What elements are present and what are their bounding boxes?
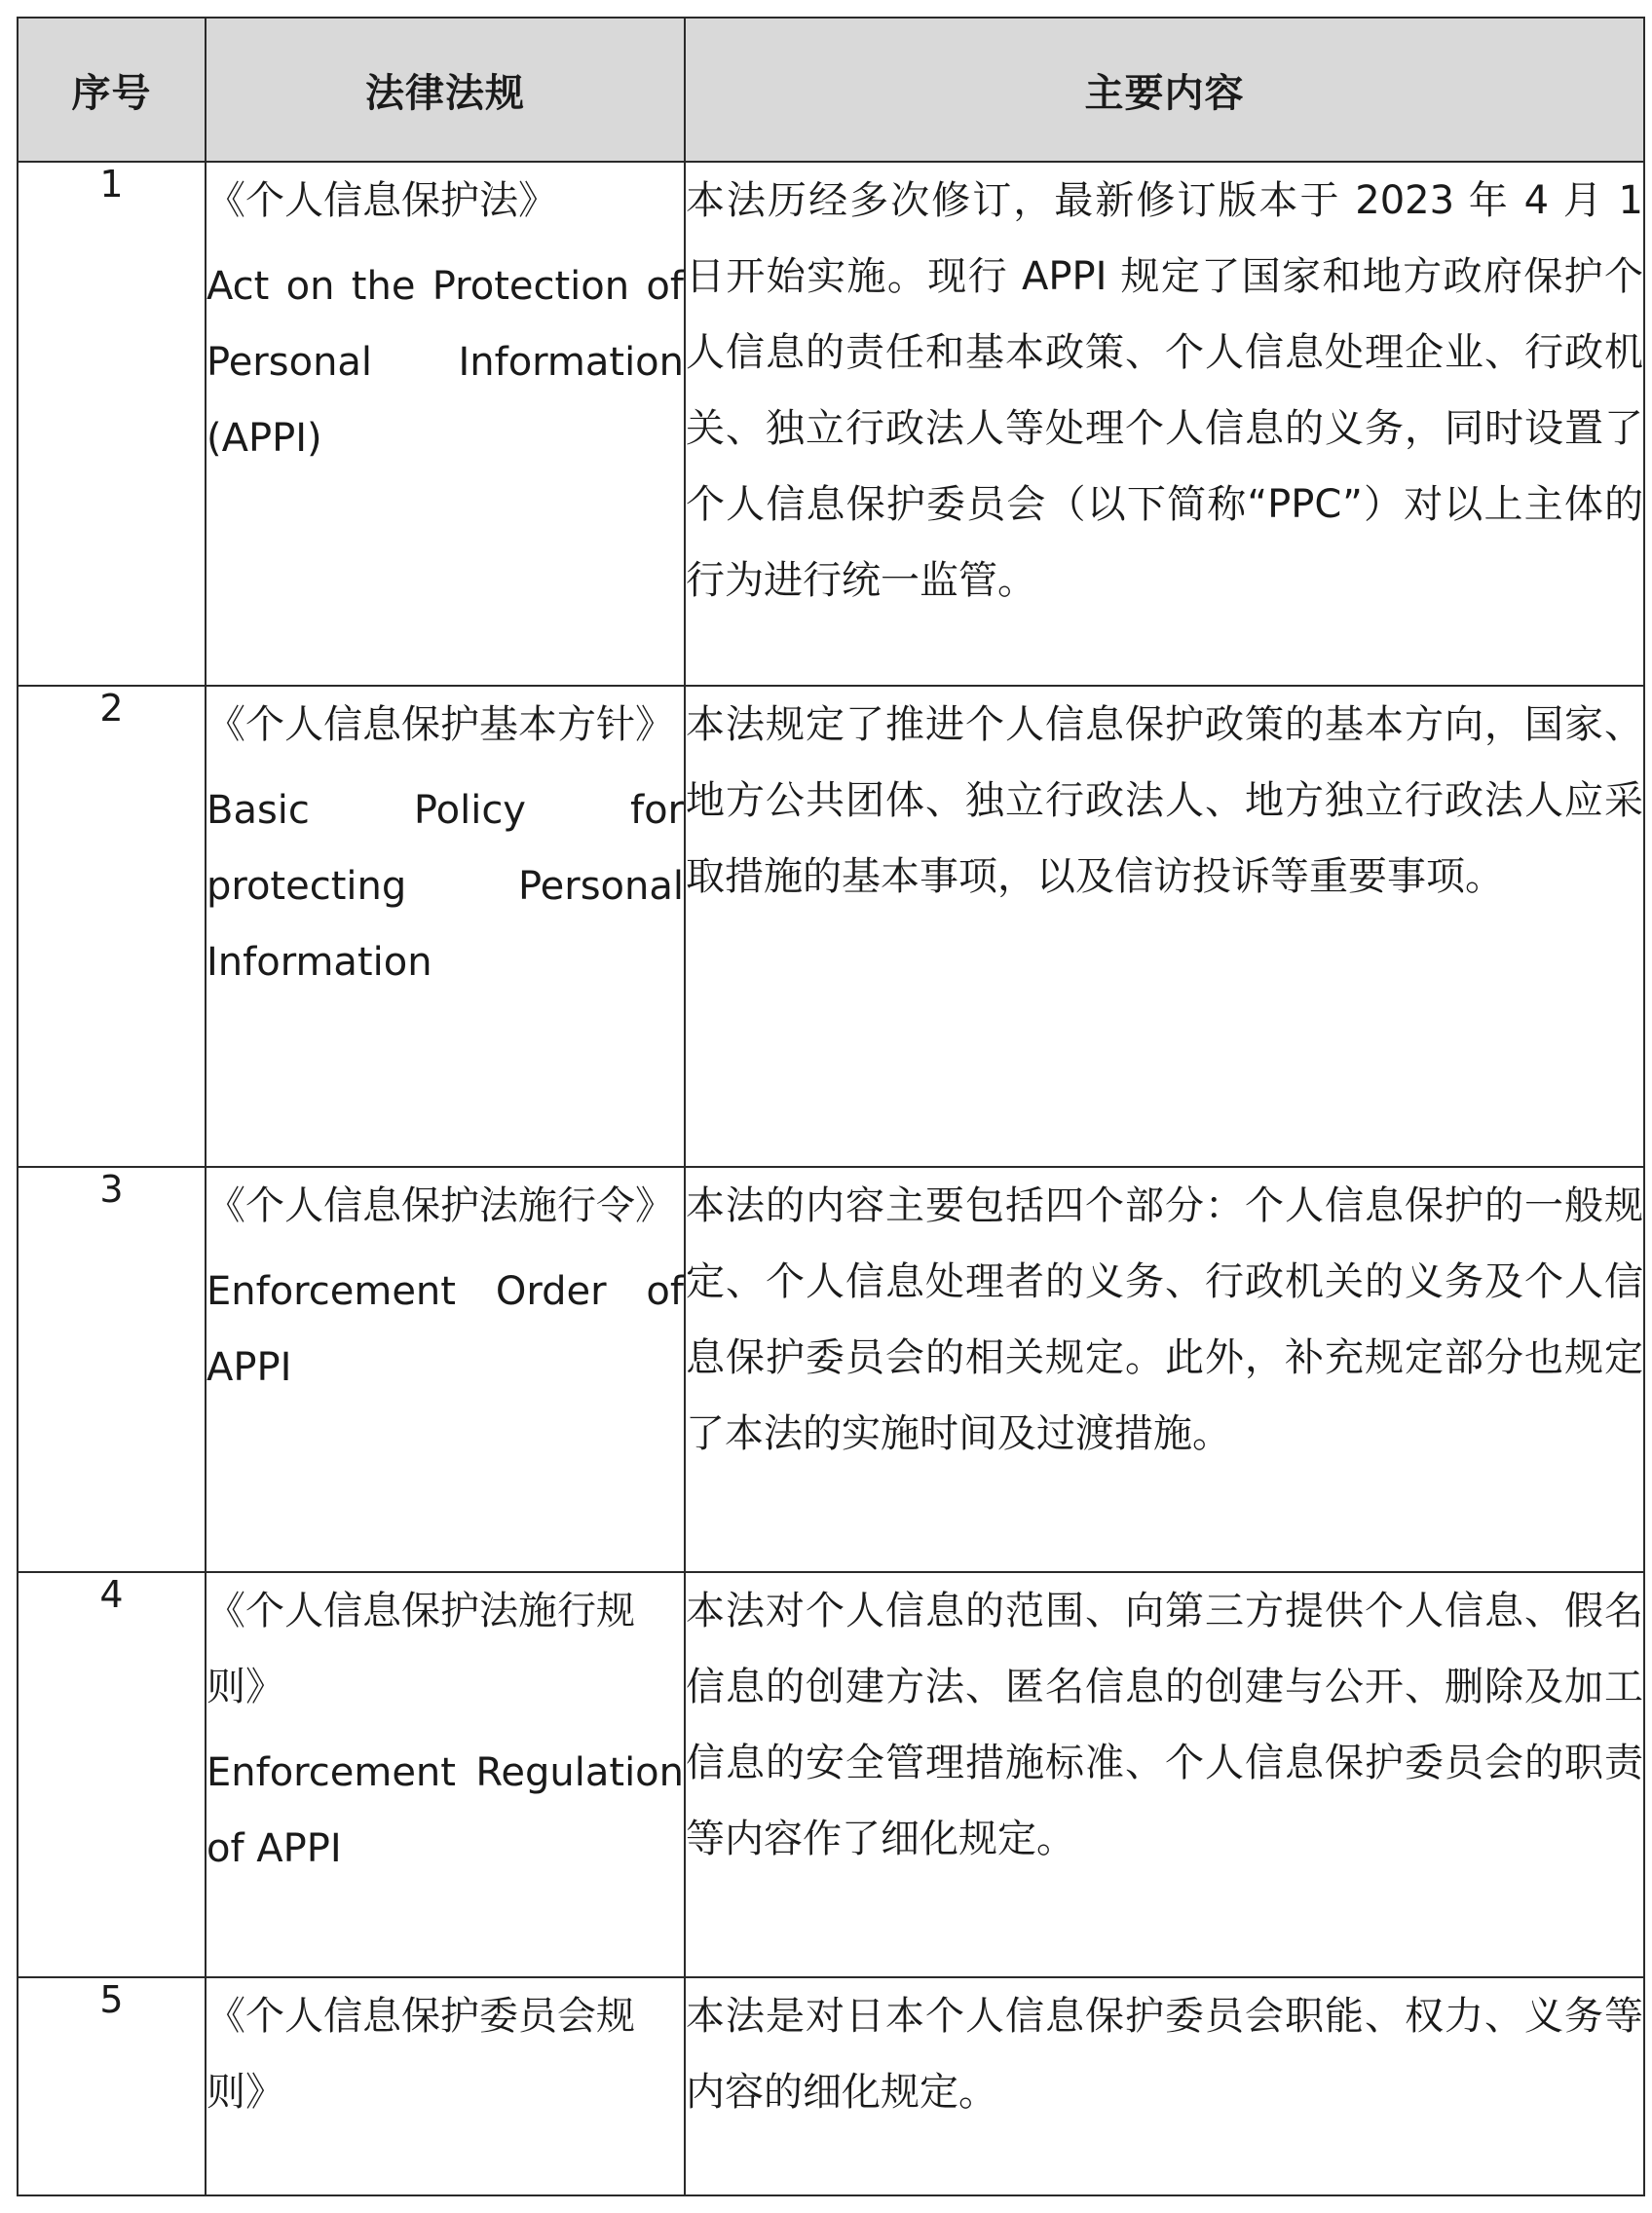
table-row bbox=[18, 1572, 1644, 1977]
table-row bbox=[18, 686, 1644, 1167]
content-cell: 本法的内容主要包括四个部分：个人信息保护的一般规定、个人信息处理者的义务、行政机关的义务及个人信息保护委员会的相关规定。此外，补充规定部分也规定了本法的实施时间及过渡措施。 bbox=[685, 1167, 1644, 1572]
content-cell: 本法对个人信息的范围、向第三方提供个人信息、假名信息的创建方法、匿名信息的创建与公开、删除及加工信息的安全管理措施标准、个人信息保护委员会的职责等内容作了细化规定。 bbox=[685, 1572, 1644, 1977]
law-name-en: Act on the Protection of Personal Information (APPI) bbox=[206, 264, 684, 461]
row-number: 3 bbox=[18, 1167, 206, 1572]
law-cell bbox=[206, 1167, 685, 1572]
laws-table bbox=[17, 17, 1645, 2196]
table-header-row bbox=[18, 18, 1644, 162]
law-name-en: Basic Policy for protecting Personal Information bbox=[206, 788, 684, 985]
header-law: 法律法规 bbox=[206, 18, 685, 162]
content-cell: 本法历经多次修订，最新修订版本于 2023 年 4 月 1 日开始实施。现行 APPI 规定了国家和地方政府保护个人信息的责任和基本政策、个人信息处理企业、行政机关、独立行政法人等处理个人信息的义务，同时设置了个人信息保护委员会（以下简称“PPC”）对以上主体的行为进行统一监管。 bbox=[685, 162, 1644, 686]
table-row bbox=[18, 1977, 1644, 2195]
law-name-en: Enforcement Order of APPI bbox=[206, 1269, 684, 1390]
row-number: 2 bbox=[18, 686, 206, 1167]
law-name-cn: 《个人信息保护基本方针》 bbox=[206, 702, 674, 747]
law-name-cn: 《个人信息保护法施行规则》 bbox=[206, 1589, 635, 1709]
row-number: 4 bbox=[18, 1572, 206, 1977]
row-number: 5 bbox=[18, 1977, 206, 2195]
row-number: 1 bbox=[18, 162, 206, 686]
law-name-cn: 《个人信息保护法》 bbox=[206, 178, 557, 223]
law-cell bbox=[206, 686, 685, 1167]
table-row bbox=[18, 162, 1644, 686]
table-row bbox=[18, 1167, 1644, 1572]
content-cell: 本法规定了推进个人信息保护政策的基本方向，国家、地方公共团体、独立行政法人、地方独立行政法人应采取措施的基本事项，以及信访投诉等重要事项。 bbox=[685, 686, 1644, 1167]
law-name-cn: 《个人信息保护委员会规则》 bbox=[206, 1994, 635, 2115]
law-cell bbox=[206, 162, 685, 686]
law-name-cn: 《个人信息保护法施行令》 bbox=[206, 1183, 674, 1228]
header-number: 序号 bbox=[18, 18, 206, 162]
law-name-en: Enforcement Regulation of APPI bbox=[206, 1750, 684, 1871]
law-cell bbox=[206, 1977, 685, 2195]
content-cell: 本法是对日本个人信息保护委员会职能、权力、义务等内容的细化规定。 bbox=[685, 1977, 1644, 2195]
header-content: 主要内容 bbox=[685, 18, 1644, 162]
law-cell bbox=[206, 1572, 685, 1977]
